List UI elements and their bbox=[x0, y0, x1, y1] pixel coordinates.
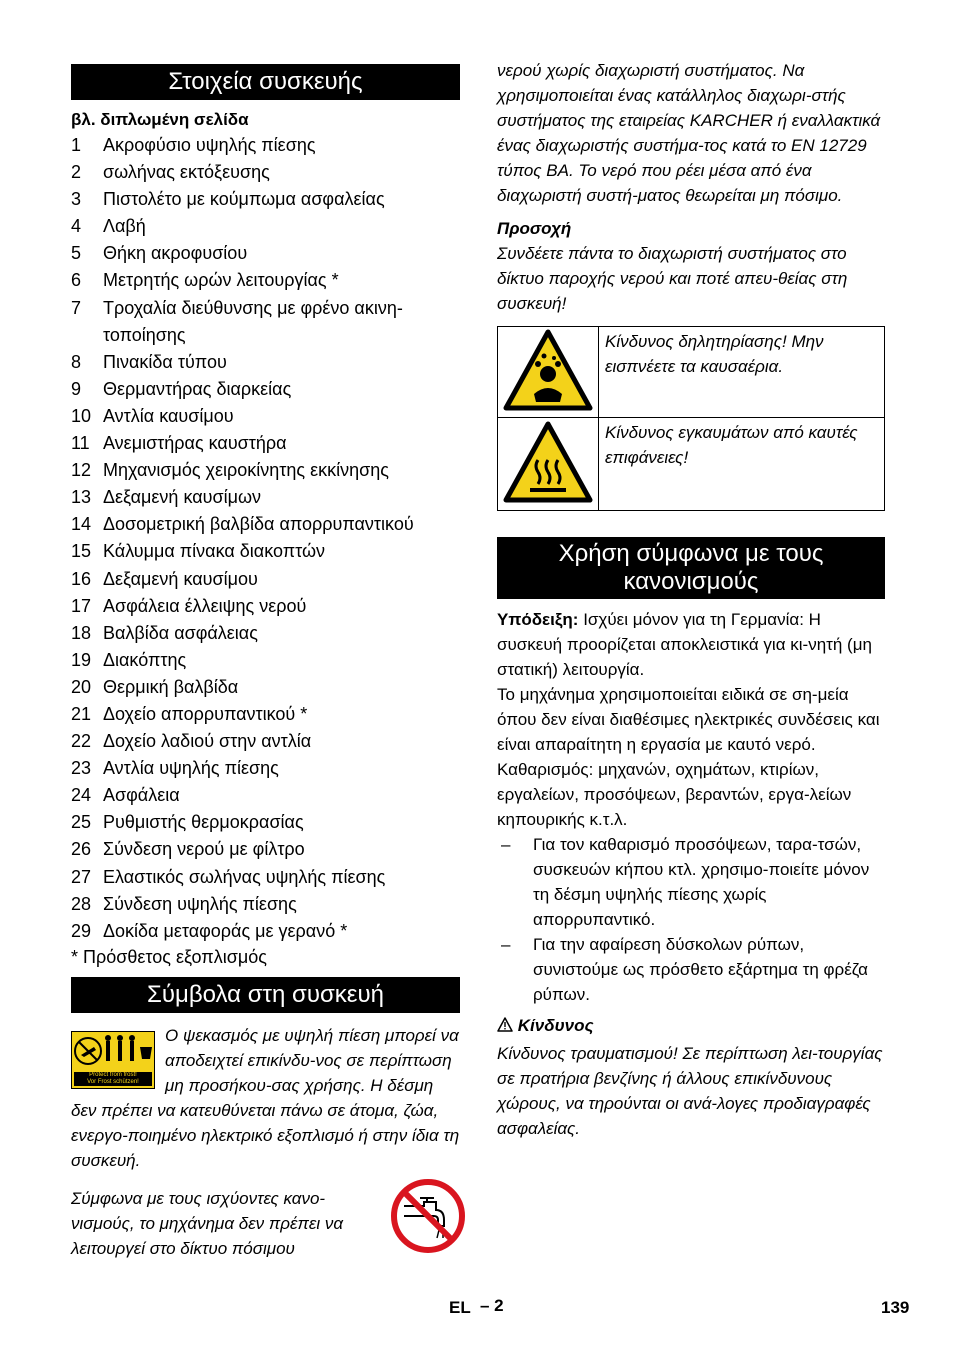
no-drinking-water-icon bbox=[390, 1178, 466, 1254]
item-label: Ακροφύσιο υψηλής πίεσης bbox=[103, 135, 316, 155]
item-label: σωλήνας εκτόξευσης bbox=[103, 162, 270, 183]
warning-row-poison bbox=[498, 327, 885, 418]
item-number: 25 bbox=[71, 812, 92, 833]
list-item bbox=[71, 186, 460, 213]
item-label: Λαβή bbox=[103, 216, 146, 237]
list-item bbox=[71, 159, 460, 186]
item-number: 17 bbox=[71, 595, 92, 616]
footer-lang: EL bbox=[449, 1298, 471, 1317]
item-label: Αντλία καυσίμου bbox=[103, 405, 234, 426]
item-number: 23 bbox=[71, 758, 92, 779]
item-label: Μηχανισμός χειροκίνητης εκκίνησης bbox=[103, 460, 389, 481]
item-label: Θήκη ακροφυσίου bbox=[103, 243, 248, 264]
list-item bbox=[71, 376, 460, 403]
page-number: 139 bbox=[881, 1298, 910, 1317]
section-heading-symbols: Σύμβολα στη συσκευή bbox=[71, 977, 460, 1013]
list-item bbox=[71, 809, 460, 836]
item-number: 20 bbox=[71, 676, 92, 697]
right-column bbox=[497, 58, 885, 1141]
list-item bbox=[71, 213, 460, 240]
item-label: Διακόπτης bbox=[103, 649, 187, 670]
item-label: Σύνδεση υψηλής πίεσης bbox=[103, 893, 297, 914]
item-number: 12 bbox=[71, 460, 92, 481]
symbol-text-drinking-water: Σύμφωνα με τους ισχύοντες κανο-νισμούς, το μηχάνημα δεν πρέπει να λειτουργεί στο δίκτυο πόσιμου bbox=[71, 1188, 344, 1258]
list-item bbox=[71, 566, 460, 593]
list-item bbox=[71, 836, 460, 863]
no-drinking-water-block bbox=[71, 1186, 460, 1261]
item-number: 26 bbox=[71, 839, 92, 860]
item-number: 21 bbox=[71, 703, 92, 724]
item-number: 29 bbox=[71, 920, 92, 941]
item-label: Δοσομετρική βαλβίδα απορρυπαντικού bbox=[103, 514, 414, 535]
item-number: 1 bbox=[71, 135, 82, 155]
danger-text: Κίνδυνος τραυματισμού! Σε περίπτωση λει-τουργίας σε πρατήρια βενζίνης ή άλλους επικίνδυνους χώρους, να τηρούνται οι ανά-λογες προδιαγραφές ασφαλείας. bbox=[497, 1044, 883, 1138]
attention-text: Συνδέετε πάντα το διαχωριστή συστήματος στο δίκτυο παροχής νερού και ποτέ απευ-θείας στη συσκευή! bbox=[497, 244, 848, 313]
item-number: 16 bbox=[71, 568, 92, 589]
symbol-text-high-pressure: Ο ψεκασμός με υψηλή πίεση μπορεί να αποδειχτεί επικίνδυ-νος σε περίπτωση μη προσήκου-σας χρήσης. Η δέσμη δεν πρέπει να κατευθύνεται πάνω σε άτομα, ζώα, ενεργο-ποιημένο ηλεκτρικό εξοπλισμό ή στην ίδια τη συσκευή. bbox=[71, 1025, 460, 1170]
item-number: 22 bbox=[71, 731, 92, 752]
item-number: 18 bbox=[71, 622, 92, 643]
note-label: Υπόδειξη: bbox=[497, 610, 579, 629]
item-label: Ελαστικός σωλήνας υψηλής πίεσης bbox=[103, 866, 386, 887]
item-label: Τροχαλία διεύθυνσης με φρένο ακινη-τοποίησης bbox=[103, 297, 403, 345]
list-item bbox=[71, 267, 460, 294]
item-label: Κάλυμμα πίνακα διακοπτών bbox=[103, 541, 326, 562]
list-item bbox=[71, 403, 460, 430]
section-heading-intended-use: Χρήση σύμφωνα με τους κανονισμούς bbox=[497, 537, 885, 599]
warning-cell-icon bbox=[498, 418, 599, 511]
section-heading-device-elements: Στοιχεία συσκευής bbox=[71, 64, 460, 100]
item-number: 10 bbox=[71, 405, 92, 426]
note-paragraph bbox=[497, 607, 885, 682]
item-number: 3 bbox=[71, 189, 82, 210]
bullet-text-dirt: Για την αφαίρεση δύσκολων ρύπων, συνιστούμε ως πρόσθετο εξάρτημα τη φρέζα ρύπων. bbox=[533, 935, 868, 1004]
item-number: 8 bbox=[71, 351, 82, 372]
item-number: 14 bbox=[71, 514, 92, 535]
item-number: 6 bbox=[71, 270, 82, 291]
item-number: 11 bbox=[71, 433, 90, 454]
footer-page-sub: – 2 bbox=[480, 1296, 504, 1315]
spray-warning-icon bbox=[72, 1033, 154, 1071]
list-item bbox=[71, 755, 460, 782]
item-number: 2 bbox=[71, 162, 82, 183]
list-item bbox=[71, 647, 460, 674]
list-item bbox=[71, 349, 460, 376]
list-item bbox=[71, 891, 460, 918]
item-label: Ασφάλεια έλλειψης νερού bbox=[103, 595, 307, 616]
item-label: Θερμαντήρας διαρκείας bbox=[103, 378, 292, 399]
footnote-optional: * Πρόσθετος εξοπλισμός bbox=[71, 946, 267, 967]
item-number: 13 bbox=[71, 487, 92, 508]
symbol-block bbox=[71, 1023, 460, 1261]
warning-row-burn bbox=[498, 418, 885, 511]
item-label: Δεξαμενή καυσίμων bbox=[103, 487, 262, 508]
list-item bbox=[71, 511, 460, 538]
item-number: 4 bbox=[71, 216, 82, 237]
list-item bbox=[497, 932, 885, 1007]
warning-table bbox=[497, 326, 885, 511]
item-label: Δεξαμενή καυσίμου bbox=[103, 568, 258, 589]
warning-text-burn: Κίνδυνος εγκαυμάτων από καυτές επιφάνειες! bbox=[599, 418, 885, 511]
item-label: Ανεμιστήρας καυστήρα bbox=[103, 433, 287, 454]
list-item bbox=[71, 728, 460, 755]
item-label: Σύνδεση νερού με φίλτρο bbox=[103, 839, 305, 860]
list-item bbox=[71, 782, 460, 809]
list-item bbox=[71, 430, 460, 457]
warning-cell-icon bbox=[498, 327, 599, 418]
bullet-text-facades: Για τον καθαρισμό προσόψεων, ταρα-τσών, συσκευών κήπου κτλ. χρησιμο-ποιείτε μόνον τη δέσμη υψηλής πίεσης χωρίς απορρυπαντικό. bbox=[533, 835, 870, 929]
list-item bbox=[497, 832, 885, 932]
note-text: Ισχύει μόνον για τη Γερμανία: Η συσκευή προορίζεται αποκλειστικά για κι-νητή (μη στατική) λειτουργία. bbox=[497, 610, 872, 679]
item-number: 9 bbox=[71, 378, 82, 399]
dash-bullet: – bbox=[501, 935, 511, 954]
item-label: Δοκίδα μεταφοράς με γερανό * bbox=[103, 920, 348, 941]
toxic-fumes-warning-icon bbox=[502, 328, 594, 412]
list-item bbox=[71, 593, 460, 620]
frost-label: Protect from frost! Vor Frost schützen! bbox=[74, 1072, 152, 1086]
item-number: 24 bbox=[71, 785, 92, 806]
item-number: 7 bbox=[71, 297, 82, 318]
item-label: Βαλβίδα ασφάλειας bbox=[103, 622, 258, 643]
item-label: Δοχείο απορρυπαντικού * bbox=[103, 703, 308, 724]
item-label: Πινακίδα τύπου bbox=[103, 351, 227, 372]
list-item bbox=[71, 484, 460, 511]
list-item bbox=[71, 240, 460, 267]
list-item bbox=[71, 295, 460, 349]
list-item bbox=[71, 538, 460, 565]
list-item bbox=[71, 674, 460, 701]
item-label: Πιστολέτο με κούμπωμα ασφαλείας bbox=[103, 189, 385, 210]
attention-title: Προσοχή bbox=[497, 219, 572, 238]
list-item bbox=[71, 864, 460, 891]
usage-paragraph: Το μηχάνημα χρησιμοποιείται ειδικά σε ση-μεία όπου δεν είναι διαθέσιμες ηλεκτρικές συνδέσεις και είναι απαραίτητη η εργασία με καυτό νερό. bbox=[497, 685, 880, 754]
list-item bbox=[71, 918, 460, 945]
list-item bbox=[71, 701, 460, 728]
item-number: 28 bbox=[71, 893, 92, 914]
item-number: 19 bbox=[71, 649, 92, 670]
continued-text: νερού χωρίς διαχωριστή συστήματος. Να χρησιμοποιείται ένας κατάλληλος διαχωρι-στής συστήματος της εταιρείας KARCHER ή εναλλακτικά ένας διαχωριστής συστήμα-τος κατά το EN 12729 τύπος BA. Το νερό που ρέει μέσα από ένα διαχωριστή συστή-ματος θεωρείται μη πόσιμο. bbox=[497, 61, 881, 205]
item-label: Θερμική βαλβίδα bbox=[103, 676, 239, 697]
parts-list bbox=[71, 132, 460, 945]
item-label: Μετρητής ωρών λειτουργίας * bbox=[103, 270, 339, 291]
warning-triangle-icon bbox=[497, 1017, 513, 1032]
item-label: Αντλία υψηλής πίεσης bbox=[103, 758, 279, 779]
hot-surface-warning-icon bbox=[502, 420, 594, 504]
subheading-foldout: βλ. διπλωμένη σελίδα bbox=[71, 110, 249, 129]
item-label: Ρυθμιστής θερμοκρασίας bbox=[103, 812, 304, 833]
warning-text-poison: Κίνδυνος δηλητηρίασης! Μην εισπνέετε τα καυσαέρια. bbox=[599, 327, 885, 418]
list-item bbox=[71, 620, 460, 647]
item-label: Δοχείο λαδιού στην αντλία bbox=[103, 731, 312, 752]
frost-warning-symbol bbox=[71, 1031, 155, 1089]
cleaning-paragraph: Καθαρισμός: μηχανών, οχημάτων, κτιρίων, εργαλείων, προσόψεων, βεραντών, εργα-λείων κηπουρικής κ.τ.λ. bbox=[497, 760, 852, 829]
item-number: 5 bbox=[71, 243, 82, 264]
dash-bullet: – bbox=[501, 835, 511, 854]
list-item bbox=[71, 457, 460, 484]
item-number: 15 bbox=[71, 541, 92, 562]
left-column bbox=[71, 64, 460, 1261]
item-number: 27 bbox=[71, 866, 92, 887]
list-item bbox=[71, 132, 460, 159]
danger-title: Κίνδυνος bbox=[497, 1013, 885, 1038]
item-label: Ασφάλεια bbox=[103, 785, 180, 806]
